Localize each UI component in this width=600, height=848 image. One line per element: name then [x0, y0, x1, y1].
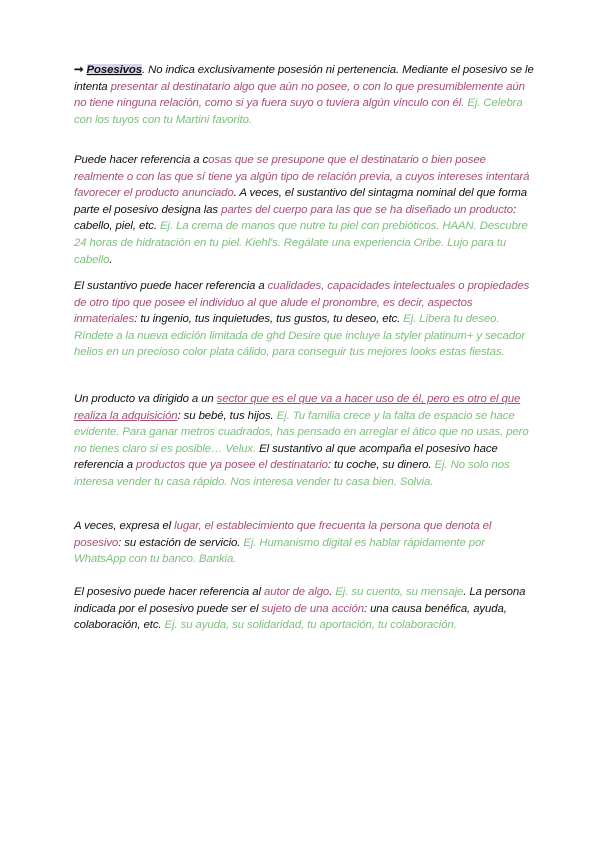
highlight-text: sujeto de una acción: [261, 602, 364, 615]
text-span: : cabello, piel, etc.: [74, 203, 517, 233]
example-text: Ej. Humanismo digital es hablar rápidamente por WhatsApp con tu banco. Bankia.: [74, 536, 485, 566]
text-span: Un producto va dirigido a un: [74, 393, 217, 405]
text-span: El posesivo puede hacer referencia al: [74, 586, 264, 598]
section-heading: Posesivos: [86, 64, 142, 76]
paragraph-cualidades: [74, 278, 536, 361]
paragraph-lugar: [74, 518, 536, 568]
highlight-text: osas que se presupone que el destinatario o bien posee realmente o con las que sí tiene ya algún tipo de relación previa, a cuyos intereses intentará favorecer el producto anunciado: [74, 154, 530, 200]
text-span: . No indica exclusivamente posesión ni pertenencia. Mediante el posesivo se le intenta: [74, 64, 534, 93]
highlight-text: cualidades, capacidades intelectuales o propiedades de otro tipo que posee el individuo al que alude el pronombre, es decir, aspectos inmateriales: [74, 280, 530, 326]
example-text: Ej. La crema de manos que nutre tu piel con prebióticos. HAAN. Descubre 24 horas de hidratación en tu piel. Kiehl's. Regálate una experiencia Oribe. Lujo para tu cabello: [74, 220, 528, 266]
highlight-text: productos que ya posee el destinatario: [136, 459, 328, 472]
text-span: . A veces, el sustantivo del sintagma nominal del que forma parte el posesivo designa las: [74, 187, 528, 216]
text-span: : una causa benéfica, ayuda, colaboración, etc.: [74, 602, 507, 632]
text-span: .: [109, 253, 113, 266]
example-text: Ej. Celebra con los tuyos con tu Martini favorito.: [74, 97, 523, 126]
arrow-icon: ➞: [74, 64, 87, 76]
text-span: Puede hacer referencia a c: [74, 154, 209, 166]
text-span: . La persona indicada por el posesivo puede ser el: [74, 586, 526, 615]
text-span: .: [329, 586, 336, 598]
text-span: : su bebé, tus hijos.: [177, 409, 277, 422]
text-span: : tu ingenio, tus inquietudes, tus gustos, tu deseo, etc.: [134, 313, 404, 326]
text-span: El sustantivo al que acompaña el posesivo hace referencia a: [74, 442, 498, 472]
example-text: Ej. su ayuda, su solidaridad, tu aportación, tu colaboración.: [164, 619, 457, 632]
highlight-text: partes del cuerpo para las que se ha diseñado un producto: [221, 203, 514, 216]
example-text: Ej. su cuento, su mensaje: [335, 586, 464, 598]
highlight-text: presentar al destinatario algo que aún no posee, o con lo que presumiblemente aún no tiene ninguna relación, como si ya fuera suyo o tuviera algún vínculo con él.: [74, 80, 525, 110]
text-span: : su estación de servicio.: [118, 536, 244, 549]
highlight-text: sector que es el que va a hacer uso de él, pero es otro el que realiza la adquisición: [74, 393, 521, 422]
highlight-text: lugar, el establecimiento que frecuenta la persona que denota el posesivo: [74, 520, 492, 549]
text-span: A veces, expresa el: [74, 520, 175, 532]
paragraph-autor: [74, 584, 536, 634]
example-text: Ej. Tu familia crece y la falta de espacio se hace evidente. Para ganar metros cuadrados, has pensado en arreglar el ático que no usas, pero no tienes claro si es posible… Velux.: [74, 409, 529, 455]
text-span: El sustantivo puede hacer referencia a: [74, 280, 268, 292]
paragraph-cosas: [74, 152, 536, 268]
paragraph-sector: [74, 391, 536, 491]
highlight-text: autor de algo: [263, 586, 330, 598]
text-span: : tu coche, su dinero.: [327, 459, 435, 472]
example-text: Ej. Libera tu deseo. Ríndete a la nueva edición limitada de ghd Desire que incluye la styler platinum+ y secador helios en un precioso color plata cálido, para conseguir tus mejores looks estas fiestas.: [74, 313, 525, 359]
paragraph-posesivos-intro: [74, 62, 536, 128]
example-text: Ej. No solo nos interesa vender tu casa rápido. Nos interesa vender tu casa bien. Solvia.: [74, 459, 510, 488]
